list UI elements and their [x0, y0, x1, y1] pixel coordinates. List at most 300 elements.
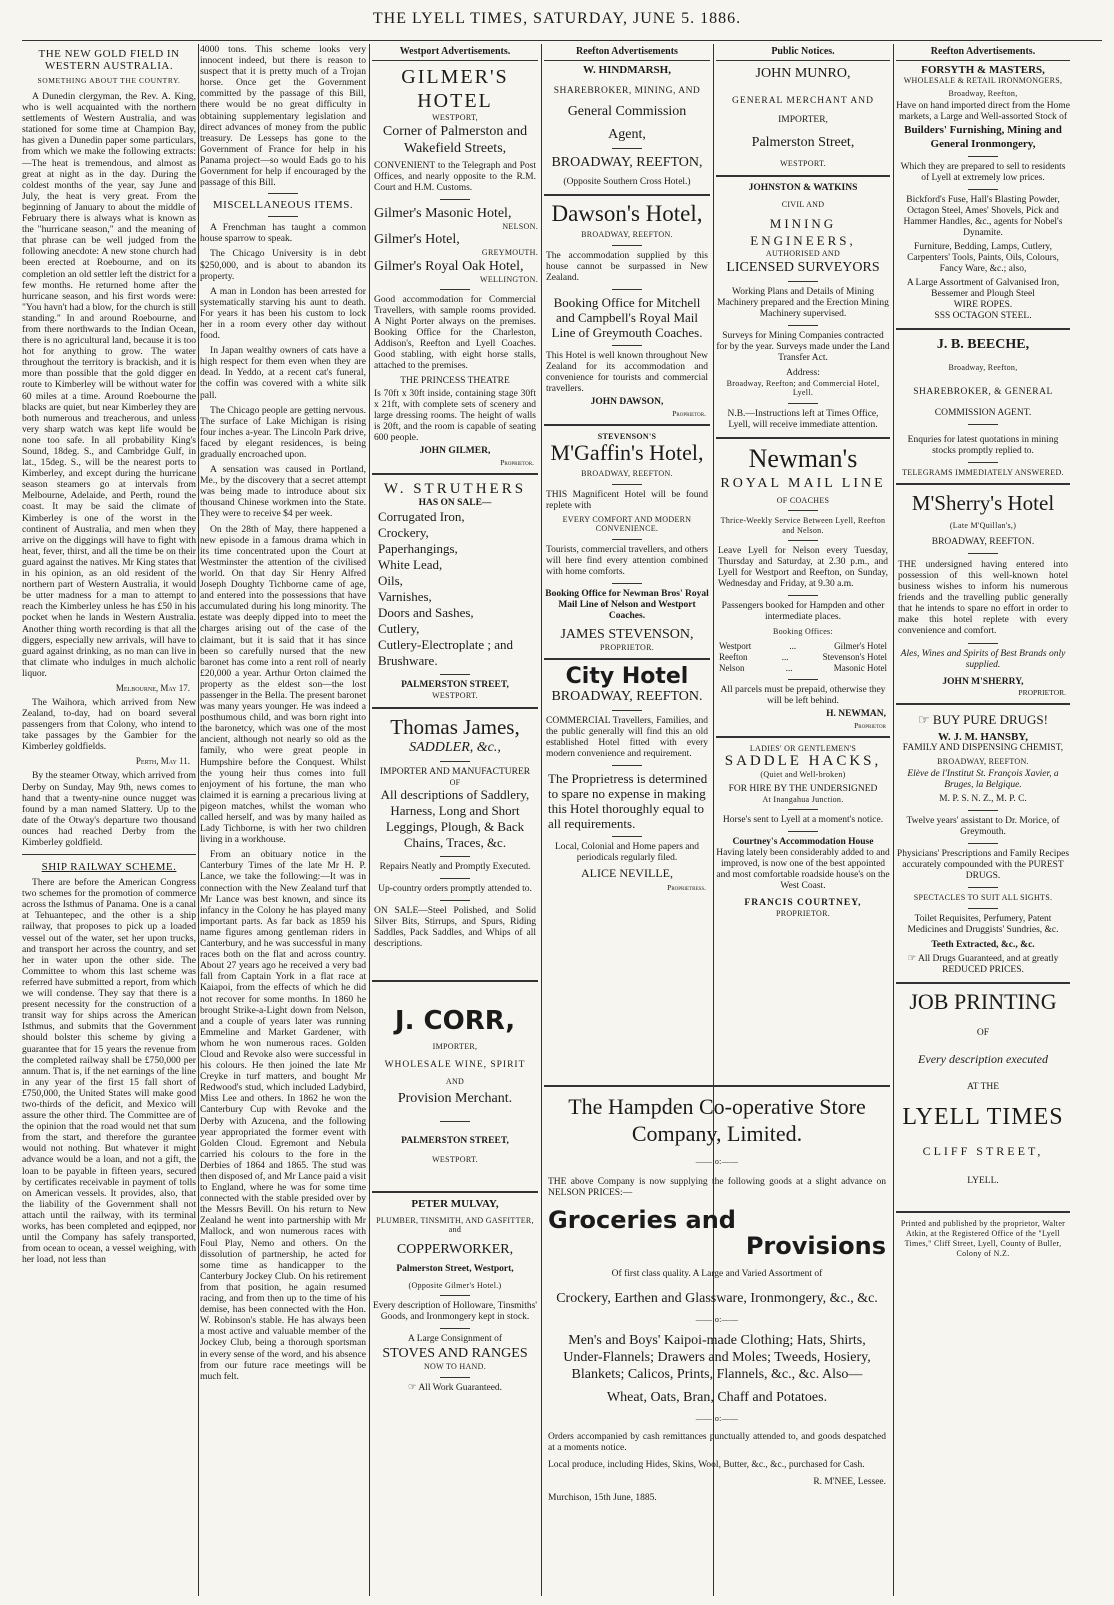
ad-text: Local produce, including Hides, Skins, Wool, Butter, &c., &c., purchased for Cash.: [548, 1459, 865, 1470]
ad-town: WESTPORT.: [432, 1155, 478, 1164]
column-3: [372, 44, 538, 1594]
divider: [268, 216, 298, 217]
ad-title: Dawson's Hotel,: [551, 201, 703, 226]
stock-item: Crockery,: [378, 525, 429, 540]
ad-subtitle: Courtney's Accommodation House: [732, 837, 874, 847]
column-divider: [198, 44, 199, 1596]
ad-text: Physicians' Prescriptions and Family Recipes accurately compounded with the PUREST DRUGS.: [896, 849, 1070, 881]
ad-title: SADDLE HACKS,: [724, 753, 882, 769]
ad-line: LADIES' OR GENTLEMEN'S: [749, 743, 857, 753]
ad-subtitle: LYELL TIMES: [902, 1103, 1064, 1130]
ad-address: BROADWAY, REEFTON.: [581, 230, 673, 239]
ad-title: Thomas James,: [390, 714, 520, 739]
gold-field-subtitle: SOMETHING ABOUT THE COUNTRY.: [37, 76, 181, 85]
ad-text: Men's and Boys' Kaipoi-made Clothing; Hats, Shirts, Under-Flannels; Drawers and Moles; Tweeds, Hosiery, Blankets; Calicos, Prints, Flannels, &c., &c. Also—: [563, 1333, 871, 1382]
hindmarsh-ad: [544, 65, 710, 188]
divider: [788, 595, 818, 596]
mgaffins-hotel-ad: [544, 432, 710, 653]
job-printing-ad: [896, 990, 1070, 1187]
ad-line: WIRE ROPES.: [953, 300, 1013, 310]
j-corr-ad: [372, 1006, 538, 1165]
ship-railway-continued: 4000 tons. This scheme looks very innocent indeed, but there is reason to suspect that it is pretty much of a Trojan horse. Once get the Government committed by the passage of this Bill, there would be no great difficulty in obtaining supplementary legislation and direct advances of money from the public treasury. De Lesseps has gone to the Government of France for help in his Panama project—so would Eads go to his Government for help if encouraged by the passage of this Bill.: [200, 44, 366, 189]
ornament: ——:o:——: [695, 1314, 739, 1324]
ad-line: (Opposite Southern Cross Hotel.): [563, 177, 691, 187]
ad-text: Every description of Holloware, Tinsmiths' Goods, and Ironmongery kept in stock.: [373, 1301, 537, 1322]
ad-separator: [544, 424, 710, 426]
pointing-hand-icon: ☞: [907, 953, 917, 964]
stock-item: Paperhangings,: [378, 541, 458, 556]
guarantee-text: All Work Guaranteed.: [418, 1382, 503, 1393]
booking-office-row: [716, 641, 890, 652]
ad-subtitle: MINING ENGINEERS,: [750, 216, 856, 248]
ad-text: Passengers booked for Hampden and other intermediate places.: [721, 601, 885, 622]
hotel-branch: Gilmer's Hotel,: [374, 232, 460, 247]
ad-address: Broadway, Reefton,: [948, 88, 1018, 98]
ad-line: M. P. S. N. Z., M. P. C.: [939, 794, 1027, 804]
ad-title: M'Sherry's Hotel: [911, 491, 1055, 515]
dawsons-hotel-ad: [544, 202, 710, 418]
ad-text: Booking Office for Newman Bros' Royal Mail Line of Nelson and Westport Coaches.: [545, 588, 709, 621]
ad-title: J. CORR,: [394, 1006, 516, 1036]
hotel-branch-place: WELLINGTON.: [479, 274, 538, 284]
johnston-watkins-ad: [716, 183, 890, 431]
ad-separator: [896, 483, 1070, 485]
column-divider: [893, 44, 894, 1596]
gilmers-hotel-ad: [372, 65, 538, 467]
ad-title: BUY PURE DRUGS!: [932, 711, 1048, 727]
divider: [612, 836, 642, 837]
ad-text: Having lately been considerably added to and improved, is now one of the best appointed and most comfortable roadside house's on the West Coast.: [716, 848, 890, 891]
column-4: [544, 44, 710, 1084]
ad-signature-title: Proprietor.: [500, 458, 534, 467]
office-dots: ...: [781, 651, 789, 662]
dateline-perth: Perth, May 11.: [135, 756, 190, 767]
ad-text: Which they are prepared to sell to residents of Lyell at extremely low prices.: [900, 162, 1066, 183]
divider: [440, 761, 470, 762]
misc-item: A man in London has been arrested for systematically starving his aunt to death. For years it has been his custom to lock her in a room every other day without food.: [200, 285, 366, 342]
stock-item: Varnishes,: [378, 589, 432, 604]
hampden-store-ad: [544, 1085, 890, 1595]
ad-line: GENERAL MERCHANT AND: [732, 96, 874, 106]
newmans-coaches-ad: [716, 445, 890, 730]
misc-item: A sensation was caused in Portland, Me., by the discovery that a secret attempt was being made to introduce about six thousand Chinese workmen into the State. They were to receive $4 per week.: [200, 464, 366, 520]
ad-text: Every description executed: [918, 1051, 1048, 1066]
ad-text: THE undersigned having entered into possession of this well-known hotel business wishes to inform his numerous friends and the travelling public generally that he intends to spare no effort in order to make this hotel replete with every convenience and comfort.: [898, 559, 1068, 636]
office-dots: ...: [789, 640, 797, 651]
ad-signature: R. M'NEE, Lessee.: [813, 1476, 886, 1487]
divider: [788, 325, 818, 326]
ad-place: WESTPORT,: [432, 113, 478, 122]
booking-office-row: [716, 663, 890, 674]
divider: [612, 484, 642, 485]
masthead: THE LYELL TIMES, SATURDAY, JUNE 5. 1886.: [372, 10, 742, 27]
ad-separator: [372, 473, 538, 475]
ad-line: Address:: [786, 367, 820, 378]
ad-line: FOR HIRE BY THE UNDERSIGNED: [728, 783, 878, 794]
divider: [788, 281, 818, 282]
divider: [612, 765, 642, 766]
ad-text: N.B.—Instructions left at Times Office, Lyell, will receive immediate attention.: [727, 408, 879, 430]
ad-address: Palmerston Street,: [751, 135, 855, 150]
guarantee-text: All Drugs Guaranteed, and at greatly REDUCED PRICES.: [918, 953, 1059, 975]
ad-text: Toilet Requisites, Perfumery, Patent Medicines and Druggists' Sundries, &c.: [907, 913, 1059, 935]
john-munro-ad: [716, 65, 890, 169]
miscellaneous-title: MISCELLANEOUS ITEMS.: [212, 199, 354, 212]
waihora-paragraph: The Waihora, which arrived from New Zealand, to-day, had on board several passengers from that Colony, who intend to take passages by the Gambier for the Kimberley goldfields.: [22, 696, 196, 753]
ad-separator: [372, 980, 538, 982]
ad-subtitle: General Commission: [567, 104, 687, 119]
ad-separator: [372, 707, 538, 709]
divider: [612, 289, 642, 290]
ad-separator: [896, 982, 1070, 984]
printers-imprint: Printed and published by the proprietor, Walter Atkin, at the Registered Office of the "Lyell Times," Cliff Street, Lyell, County of Buller, Colony of N.Z.: [900, 1218, 1066, 1258]
divider: [440, 289, 470, 290]
booking-office-row: [716, 652, 890, 663]
divider: [788, 831, 818, 832]
ad-separator: [896, 328, 1070, 330]
column-header: Reefton Advertisements: [544, 44, 710, 61]
hotel-branch-place: GREYMOUTH.: [481, 248, 538, 257]
ad-signature-title: Proprietress.: [667, 883, 706, 892]
ad-text: The accommodation supplied by this house cannot be surpassed in New Zealand.: [546, 250, 708, 283]
office-place: Westport: [719, 640, 752, 651]
ad-line: SHAREBROKER, MINING, AND: [553, 86, 701, 96]
ad-line: NOW TO HAND.: [423, 1362, 487, 1371]
column-1: [22, 44, 196, 1594]
theatre-text: Is 70ft x 30ft inside, containing stage 30ft x 21ft, with complete sets of scenery and large dressing rooms. The height of walls is 20ft, and the room is capable of seating 600 people.: [374, 389, 536, 443]
ad-text: Bickford's Fuse, Hall's Blasting Powder, Octagon Steel, Ames' Shovels, Pick and Hammer Handles, &c., agents for Nobel's Dynamite.: [903, 195, 1063, 238]
ad-subtitle: STOVES AND RANGES: [382, 1346, 528, 1361]
ad-text: All parcels must be prepaid, otherwise they will be left behind.: [720, 684, 886, 706]
ad-subtitle: HAS ON SALE—: [418, 498, 492, 508]
divider: [440, 900, 470, 901]
office-place: Reefton: [719, 651, 748, 662]
thomas-james-ad: [372, 715, 538, 951]
ad-line: PLUMBER, TINSMITH, AND GASFITTER, and: [376, 1215, 534, 1234]
misc-item: A Frenchman has taught a common house sparrow to speak.: [200, 222, 366, 245]
divider: [440, 1377, 470, 1378]
office-hotel: Masonic Hotel: [833, 662, 887, 673]
ad-address: PALMERSTON STREET,: [401, 1136, 509, 1146]
column-header: Public Notices.: [716, 44, 890, 61]
ad-line: IMPORTER AND MANUFACTURER: [379, 766, 531, 777]
pointing-hand-icon: ☞: [918, 711, 930, 727]
ad-title: PETER MULVAY,: [411, 1197, 499, 1210]
divider: [788, 403, 818, 404]
ad-subtitle: Agent,: [608, 127, 646, 142]
misc-item: On the 28th of May, there happened a new episode in a famous drama which in its time concentrated upon the Court at Westminster the attention of the civilised world. On that day Sir Henry Alfred Joseph Doughty Tichborne came of age, and entered into the possessions that have accumulated during his long minority. The estate was deeply dipped into to meet the charges arising out of the case of the claimant, but it is said that it has since been so carefully nursed that the new baronet has come into a rent roll of nearly £20,000 a year. Arthur Orton claimed the property as the eldest son—the lost passenger in the Bella. The present baronet was many years younger. He was indeed a posthumous child, and was born right into the baronetcy, which was one of the most ancient, although not nearly so old as the family, who were great people in Humpshire before the Conquest. Whilst the young heir thus comes into full enjoyment of his fortune, the man who claimed it is earning a precarious living at pigeon matches, whilst the woman who called herself, and was by many hailed as Lady Tichborne, is with her two children living in a workhouse.: [200, 523, 366, 846]
divider: [968, 810, 998, 811]
ad-line: WHOLESALE WINE, SPIRIT: [384, 1059, 526, 1070]
column-6: [896, 44, 1070, 1594]
ad-title: W. STRUTHERS: [383, 481, 527, 497]
ad-text: Furniture, Bedding, Lamps, Cutlery, Carpenters' Tools, Paints, Oils, Colours, Fancy Ware, &c.; also,: [907, 242, 1059, 274]
office-dots: ...: [785, 662, 793, 673]
ad-text: Twelve years' assistant to Dr. Morice, of Greymouth.: [906, 816, 1060, 837]
ad-line: Up-country orders promptly attended to.: [378, 884, 532, 894]
beeche-ad: [896, 336, 1070, 477]
ad-address: BROADWAY, REEFTON.: [931, 536, 1035, 547]
ad-signature-title: PROPRIETOR.: [599, 642, 655, 652]
divider: [968, 424, 998, 425]
ad-text: Tourists, commercial travellers, and others will here find every attention combined with home comforts.: [546, 544, 708, 577]
ad-line: Booking Offices:: [773, 627, 833, 636]
msherrys-hotel-ad: [896, 491, 1070, 697]
ornament: ——:o:——: [695, 1414, 739, 1423]
ad-text: Crockery, Earthen and Glassware, Ironmongery, &c., &c.: [556, 1290, 878, 1306]
ad-title: The Hampden Co-operative Store Company, Limited.: [568, 1094, 866, 1146]
ad-separator: [716, 736, 890, 738]
divider: [22, 854, 196, 855]
ad-signature-title: Proprietor.: [672, 408, 706, 418]
ad-separator: [544, 1085, 890, 1087]
ad-line: IMPORTER,: [778, 115, 828, 125]
divider: [440, 674, 470, 675]
misc-item: The Chicago University is in debt $250,000, and is about to abandon its property.: [200, 248, 366, 282]
ad-address: BROADWAY, REEFTON.: [581, 469, 673, 478]
ad-text: Good accommodation for Commercial Travellers, with sample rooms provided. A Night Porter always on the premises. Booking Office for the Charleston, Addison's, Reefton and Lyell Coaches. Good stabling, with eight horse stalls, attached to the premises.: [374, 295, 536, 371]
ad-line: IMPORTER,: [432, 1042, 478, 1051]
ad-subtitle: W. J. M. HANSBY,: [938, 730, 1028, 743]
divider: [788, 809, 818, 810]
ad-line: At Inangahua Junction.: [762, 794, 844, 804]
divider: [968, 908, 998, 909]
column-divider: [369, 44, 370, 1596]
divider: [612, 345, 642, 346]
ad-signature: JAMES STEVENSON,: [560, 626, 694, 642]
ship-railway-paragraph: There are before the American Congress two schemes for the promotion of commerce across the Isthmus of Panama. One is a canal at Tehuantepec, and the other is a ship railway, that proposes to pick up a loaded vessel out of the water, set her upon trucks, and transport her across the country, and set her in water upon the other side. The Committee to whom this last scheme was referred have submitted a report, from which we will condense. They say that there is a present necessity for the construction of a transit way for ships across the American Isthmus, and submits that the Government should bolster this scheme by giving a guarantee that for 15 years the revenue from the completed railway shall be £750,000 per annum. That is, if the net earnings of the line in any year of the first 15 fall short of £750,000, the United States will make good two-thirds of the deficit, and Mexico will assure the other third. The Committee are of the opinion that the road would net that sum from the start, and therefore the gurantee would not nothing. But whatever it might advance would be a loan, and not a gift, the loan to be payable in fifteen years, secured by certificates receivable in payment of tolls on American vessels. It provides, also, that the liability of the Government shall not attach until the railway, with its terminal works, has been completed and eqipped, nor until the Company has safely transported, from ocean to ocean, a vessel weighing, with her load, not less than: [22, 877, 196, 1266]
ad-address: BROADWAY, REEFTON.: [937, 756, 1029, 766]
ad-text: All descriptions of Saddlery, Harness, Long and Short Leggings, Plough, & Back Chains, Traces, &c.: [380, 787, 530, 850]
ad-signature: JOHN DAWSON,: [590, 396, 664, 407]
divider: [968, 643, 998, 644]
drugs-heading: [896, 711, 1070, 728]
ad-title: Newman's: [748, 443, 858, 473]
ad-title: JOB PRINTING: [909, 988, 1057, 1014]
ad-signature-title: Proprietor: [854, 720, 886, 730]
masthead-rule: [22, 40, 1102, 41]
ad-town: LYELL.: [967, 1175, 999, 1186]
divider: [968, 843, 998, 844]
misc-item: In Japan wealthy owners of cats have a high respect for them even when they are dead. In Yeddo, at a recent cat's funeral, the coffin was covered with a white silk pall.: [200, 345, 366, 401]
divider: [968, 462, 998, 463]
column-header: Westport Advertisements.: [372, 44, 538, 61]
hotel-branch-place: NELSON.: [502, 221, 538, 231]
ad-title: City Hotel: [565, 664, 689, 689]
divider: [440, 1121, 470, 1122]
divider: [788, 540, 818, 541]
ad-subtitle: Builders' Furnishing, Mining and General Ironmongery,: [904, 124, 1062, 150]
ad-signature: ALICE NEVILLE,: [581, 866, 673, 880]
ad-town: WESTPORT.: [780, 159, 826, 168]
ad-title: JOHNSTON & WATKINS: [748, 182, 858, 193]
ship-railway-title: SHIP RAILWAY SCHEME.: [41, 861, 177, 874]
ad-line: (Late M'Quillan's,): [949, 521, 1017, 530]
office-hotel: Gilmer's Hotel: [834, 640, 887, 651]
stock-item: Oils,: [378, 573, 403, 588]
stock-item: Doors and Sashes,: [378, 605, 474, 620]
forsyth-masters-ad: [896, 65, 1070, 322]
office-hotel: Stevenson's Hotel: [822, 651, 887, 662]
ad-text: Surveys for Mining Companies contracted for by the year. Surveys made under the Land Transfer Act.: [716, 330, 890, 363]
ad-subtitle: Groceries and: [548, 1205, 736, 1234]
ad-line: Teeth Extracted, &c., &c.: [931, 939, 1035, 950]
ad-date: Murchison, 15th June, 1885.: [548, 1492, 657, 1503]
ad-text: Leave Lyell for Nelson every Tuesday, Thursday and Saturday, at 2.30 p.m., and Lyell for Westport and Reefton, on Sunday, Wednesday and Friday, at 9.30 a.m.: [718, 546, 888, 589]
ad-signature: FRANCIS COURTNEY,: [744, 898, 862, 908]
ad-address: Broadway, Reefton,: [948, 363, 1018, 372]
ad-text: ON SALE—Steel Polished, and Solid Silver Bits, Stirrups, and Spurs, Riding Saddles, Pack Saddles, and Whips of all descriptions.: [374, 906, 536, 949]
saddle-hacks-ad: [716, 744, 890, 919]
divider: [440, 856, 470, 857]
divider: [968, 189, 998, 190]
ad-signature-title: PROPRIETOR.: [775, 909, 831, 918]
ad-text: Booking Office for Mitchell and Campbell's Royal Mail Line of Greymouth Coaches.: [551, 294, 703, 340]
ad-title: JOHN MUNRO,: [755, 66, 851, 81]
peter-mulvay-ad: [372, 1199, 538, 1394]
ad-title: W. HINDMARSH,: [583, 64, 671, 76]
ad-line: A Large Consignment of: [407, 1334, 503, 1344]
ad-subtitle: Provision Merchant.: [397, 1091, 513, 1106]
ad-text: Of first class quality. A Large and Varied Assortment of: [611, 1268, 823, 1279]
ad-line: COMMISSION AGENT.: [934, 407, 1032, 418]
ad-town: WESTPORT.: [432, 691, 478, 700]
divider: [612, 539, 642, 540]
city-hotel-ad: [544, 666, 710, 892]
ad-separator: [544, 194, 710, 196]
ad-separator: [716, 437, 890, 439]
stock-item: White Lead,: [378, 557, 443, 572]
ad-signature-title: PROPRIETOR.: [1018, 687, 1066, 697]
ad-line: WHOLESALE & RETAIL IRONMONGERS,: [903, 76, 1063, 85]
pointing-hand-icon: ☞: [407, 1382, 417, 1393]
ad-separator: [544, 658, 710, 660]
divider: [788, 679, 818, 680]
divider: [268, 193, 298, 194]
divider: [612, 245, 642, 246]
otway-paragraph: By the steamer Otway, which arrived from Derby on Sunday, May 9th, news comes to hand that a twenty-nine ounce nugget was found by a man named Slattery. Up to the date of the Otway's departure two thousand ounces had reached Derby from the Kimberley goldfield.: [22, 770, 196, 848]
divider: [612, 710, 642, 711]
ad-text: Orders accompanied by cash remittances punctually attended to, and goods despatched at a moments notice.: [548, 1431, 886, 1453]
ad-address: CLIFF STREET,: [922, 1143, 1044, 1158]
ad-title: GILMER'S HOTEL: [401, 66, 509, 112]
ad-text: Horse's sent to Lyell at a moment's notice.: [722, 815, 884, 825]
ad-text: Local, Colonial and Home papers and periodicals regularly filed.: [554, 842, 700, 863]
ad-signature: H. NEWMAN,: [826, 708, 886, 719]
misc-item: From an obituary notice in the Canterbury Times of the late Mr H. P. Lance, we take the following:—It was in connection with the New Zealand turf that Mr Lance was best known, and since its infancy in the Colony he has played many important parts. As far back as 1859 his name figures among gentleman riders in Canterbury, and he was successful in many races both on the flat and across country. About 27 years ago he received a very bad fall from Captain York in a flat race at Kaiapoi, from the effects of which he did not recover for some months. In 1860 he brought Strike-a-Light down from Nelson, and a couple of years later was running Emmeline and Market Gardener, with whom he won numerous races. Golden Cloud and Revoke also were successful in his colours. He then joined the late Mr Creyke in turf matters, and bought Mr Redwood's stud, which included Ladybird, Miss Lee and others. In 1862 he won the Canterbury Cup with Revoke and the Derby with Azucena, and the following year appropriated the former event with Golden Cloud. Egremont and Nebula carried his colours to the fore in the Derbies of 1864 and 1865. The stud was then disposed of, and Mr Lance paid a visit to England, where he was for some time connected with the stable presided over by the Messrs Bevill. On his return to New Zealand he went into partnership with Mr Mallock, and won numerous races with Foul Play, Nemo and others. On the dissolution of partnership, he acted for some time as handicapper to the Canterbury Jockey Club. On his retirement from that position, he again resumed racing, and from then up to the time of his demise, has been connected with the Hon. W. Robinson's stable. He has always been a most active and valuable member of the Jockey Club, being a thorough sportsman in every sense of the word, and his absence from our future race meetings will be much felt.: [200, 849, 366, 1382]
divider: [788, 510, 818, 511]
ad-line: (Opposite Gilmer's Hotel.): [408, 1280, 502, 1290]
struthers-ad: [372, 481, 538, 701]
ad-text: Enquries for latest quotations in mining stocks promptly replied to.: [907, 434, 1059, 456]
ad-title: FORSYTH & MASTERS,: [921, 64, 1045, 76]
ad-title: J. B. BEECHE,: [936, 337, 1030, 352]
ad-text: COMMERCIAL Travellers, Families, and the public generally will find this an old established Hotel fitted with every modern convenience and requirement.: [546, 716, 708, 759]
gold-field-title: THE NEW GOLD FIELD IN WESTERN AUSTRALIA.: [38, 48, 180, 72]
ad-separator: [372, 1191, 538, 1193]
ad-text: A Large Assortment of Galvanised Iron, Bessemer and Plough Steel: [906, 278, 1060, 299]
ad-signature: JOHN GILMER,: [419, 446, 491, 456]
ad-text: Ales, Wines and Spirits of Best Brands only supplied.: [900, 648, 1066, 670]
ad-address: BROADWAY, REEFTON.: [551, 689, 703, 704]
ad-text: The Proprietress is determined to spare no expense in making this Hotel thoroughly equal to all requirements.: [548, 771, 708, 831]
divider: [968, 887, 998, 888]
ad-line: AUTHORISED AND: [765, 249, 841, 258]
misc-item: The Chicago people are getting nervous. The surface of Lake Michigan is rising four inches a-year. The Lincoln Park drive, faced by elegant residences, is being gradually encroached upon.: [200, 404, 366, 460]
ornament: ——:o:——: [695, 1157, 739, 1166]
ad-subtitle: ROYAL MAIL LINE: [720, 475, 886, 491]
divider: [440, 199, 470, 200]
ad-line: SHAREBROKER, & GENERAL: [913, 386, 1053, 397]
divider: [968, 553, 998, 554]
hotel-branch: Gilmer's Royal Oak Hotel,: [374, 258, 524, 274]
divider: [612, 148, 642, 149]
ad-address: Broadway, Reefton; and Commercial Hotel, Lyell.: [726, 378, 880, 397]
ad-text: Thrice-Weekly Service Between Lyell, Reefton and Nelson.: [720, 516, 886, 535]
ad-text: This Hotel is well known throughout New Zealand for its accommodation and convenience for tourists and commercial travellers.: [546, 350, 708, 394]
ad-text: CONVENIENT to the Telegraph and Post Offices, and nearly opposite to the R.M. Court and H.M. Customs.: [374, 160, 536, 193]
ad-line: OF: [976, 1027, 990, 1038]
ad-address: BROADWAY, REEFTON,: [551, 155, 703, 170]
stock-item: Corrugated Iron,: [378, 509, 465, 524]
ad-line: Repairs Neatly and Promptly Executed.: [379, 862, 531, 872]
ad-line: TELEGRAMS IMMEDIATELY ANSWERED.: [902, 467, 1064, 477]
ad-separator: [896, 703, 1070, 705]
divider: [440, 878, 470, 879]
divider: [612, 583, 642, 584]
ad-separator: [896, 1211, 1070, 1213]
ad-text: THIS Magnificent Hotel will be found replete with: [546, 489, 708, 511]
ad-line: SPECTACLES TO SUIT ALL SIGHTS.: [913, 893, 1053, 902]
ad-line: FAMILY AND DISPENSING CHEMIST,: [902, 742, 1064, 753]
column-header: Reefton Advertisements.: [896, 44, 1070, 61]
divider: [968, 156, 998, 157]
divider: [440, 1295, 470, 1296]
ad-line: OF COACHES: [776, 495, 830, 505]
gold-field-paragraph: A Dunedin clergyman, the Rev. A. King, who is well acquainted with the northern settlements of Western Australia, and was stationed for some time at Champion Bay, has given a Dunedin paper some particulars, from which we make the following extracts:—The heat is tremendous, and almost as great at night as in the day. During the coldest months of the year, say June and July, the heat is very great. From the beginning of January to about the middle of February there is always what is known as the "hurricane season," and the meaning of that phrase can be well judged from the following anecdote: A new stone church had been erected at Roebourne, and on its completion an old settler left the district for a few months. He returned home after the hurricane season, and his first words were: "You havn't had a blow, for the church is still standing." In and around Roebourne, and from there northwards to the Indian Ocean, there is no agricultural land, because it is too hot for anything to grow. The water throughout the territory is brackish, and it is more than possible that the gold digger en route to Kimberley will be without water for 60 miles at a time. Around Roebourne the blacks are quiet, but near Kimberley they are both numerous and treacherous, and unless very sharp watch was kept life would be none too safe. In all probability King's Sound, 18deg. S., and Cambridge Gulf, in lat., 15deg. S., will be the nearest ports to Kimberley, and except during the hurricane season steamers go at intervals from Melbourne, Adelaide, and Perth, round the coast. It may be said the climate of Kimberley is one of the worst in the continent of Australia, and men when they arrive on the diggings will have to fight with heat, fever, thirst, and all the time be on their guard against the natives. Mr King states that in his opinion, as an old resident of the northern part of Western Australia, it would be utter madness for a man to attempt to reach the Kimberley unless he has £50 in his pocket when he lands in Western Australia. Another thing worth recording is that all the diggers, especially new arrivals, will have to guard against drinking, as no man can live in that climate who indulges in much alcholic liquor.: [22, 91, 196, 679]
ad-line: CIVIL AND: [781, 199, 825, 209]
ad-address: Corner of Palmerston and Wakefield Streets,: [382, 123, 528, 156]
guarantee-line: [896, 954, 1070, 976]
column-divider: [541, 44, 542, 1596]
ad-signature: JOHN M'SHERRY,: [942, 676, 1024, 687]
dateline-melbourne: Melbourne, May 17.: [115, 682, 190, 693]
hotel-branch: Gilmer's Masonic Hotel,: [374, 205, 512, 221]
ad-line: OF: [449, 777, 461, 787]
ad-line: AT THE: [966, 1081, 1000, 1092]
column-5: [716, 44, 890, 1084]
ad-text: Wheat, Oats, Bran, Chaff and Potatoes.: [606, 1390, 828, 1405]
ad-subtitle: LICENSED SURVEYORS: [726, 259, 880, 275]
column-2: [200, 44, 366, 1594]
hansby-chemist-ad: [896, 711, 1070, 976]
guarantee-line: [372, 1383, 538, 1394]
office-place: Nelson: [719, 662, 745, 673]
stock-item: Cutlery-Electroplate ; and Brushware.: [378, 637, 514, 668]
ad-subtitle: SADDLER, &c.,: [409, 739, 501, 755]
ad-address: PALMERSTON STREET,: [401, 680, 509, 690]
ad-text: Have on hand imported direct from the Home markets, a Large and Well-assorted Stock of: [896, 101, 1070, 122]
theatre-title: THE PRINCESS THEATRE: [400, 376, 510, 386]
ad-line: SSS OCTAGON STEEL.: [934, 311, 1032, 321]
ad-text: Working Plans and Details of Mining Machinery prepared and the Erection Mining Machinery supervised.: [717, 286, 889, 319]
ad-title: M'Gaffin's Hotel,: [550, 440, 704, 465]
ad-address: Palmerston Street, Westport,: [396, 1263, 514, 1274]
ad-text: THE above Company is now supplying the following goods at a slight advance on NELSON PRICES:—: [548, 1176, 886, 1198]
ad-subtitle: Provisions: [745, 1231, 886, 1260]
ad-line: STEVENSON'S: [597, 431, 657, 441]
ad-text: Elève de l'Institut St. François Xavier, a Bruges, la Belgique.: [907, 769, 1059, 790]
